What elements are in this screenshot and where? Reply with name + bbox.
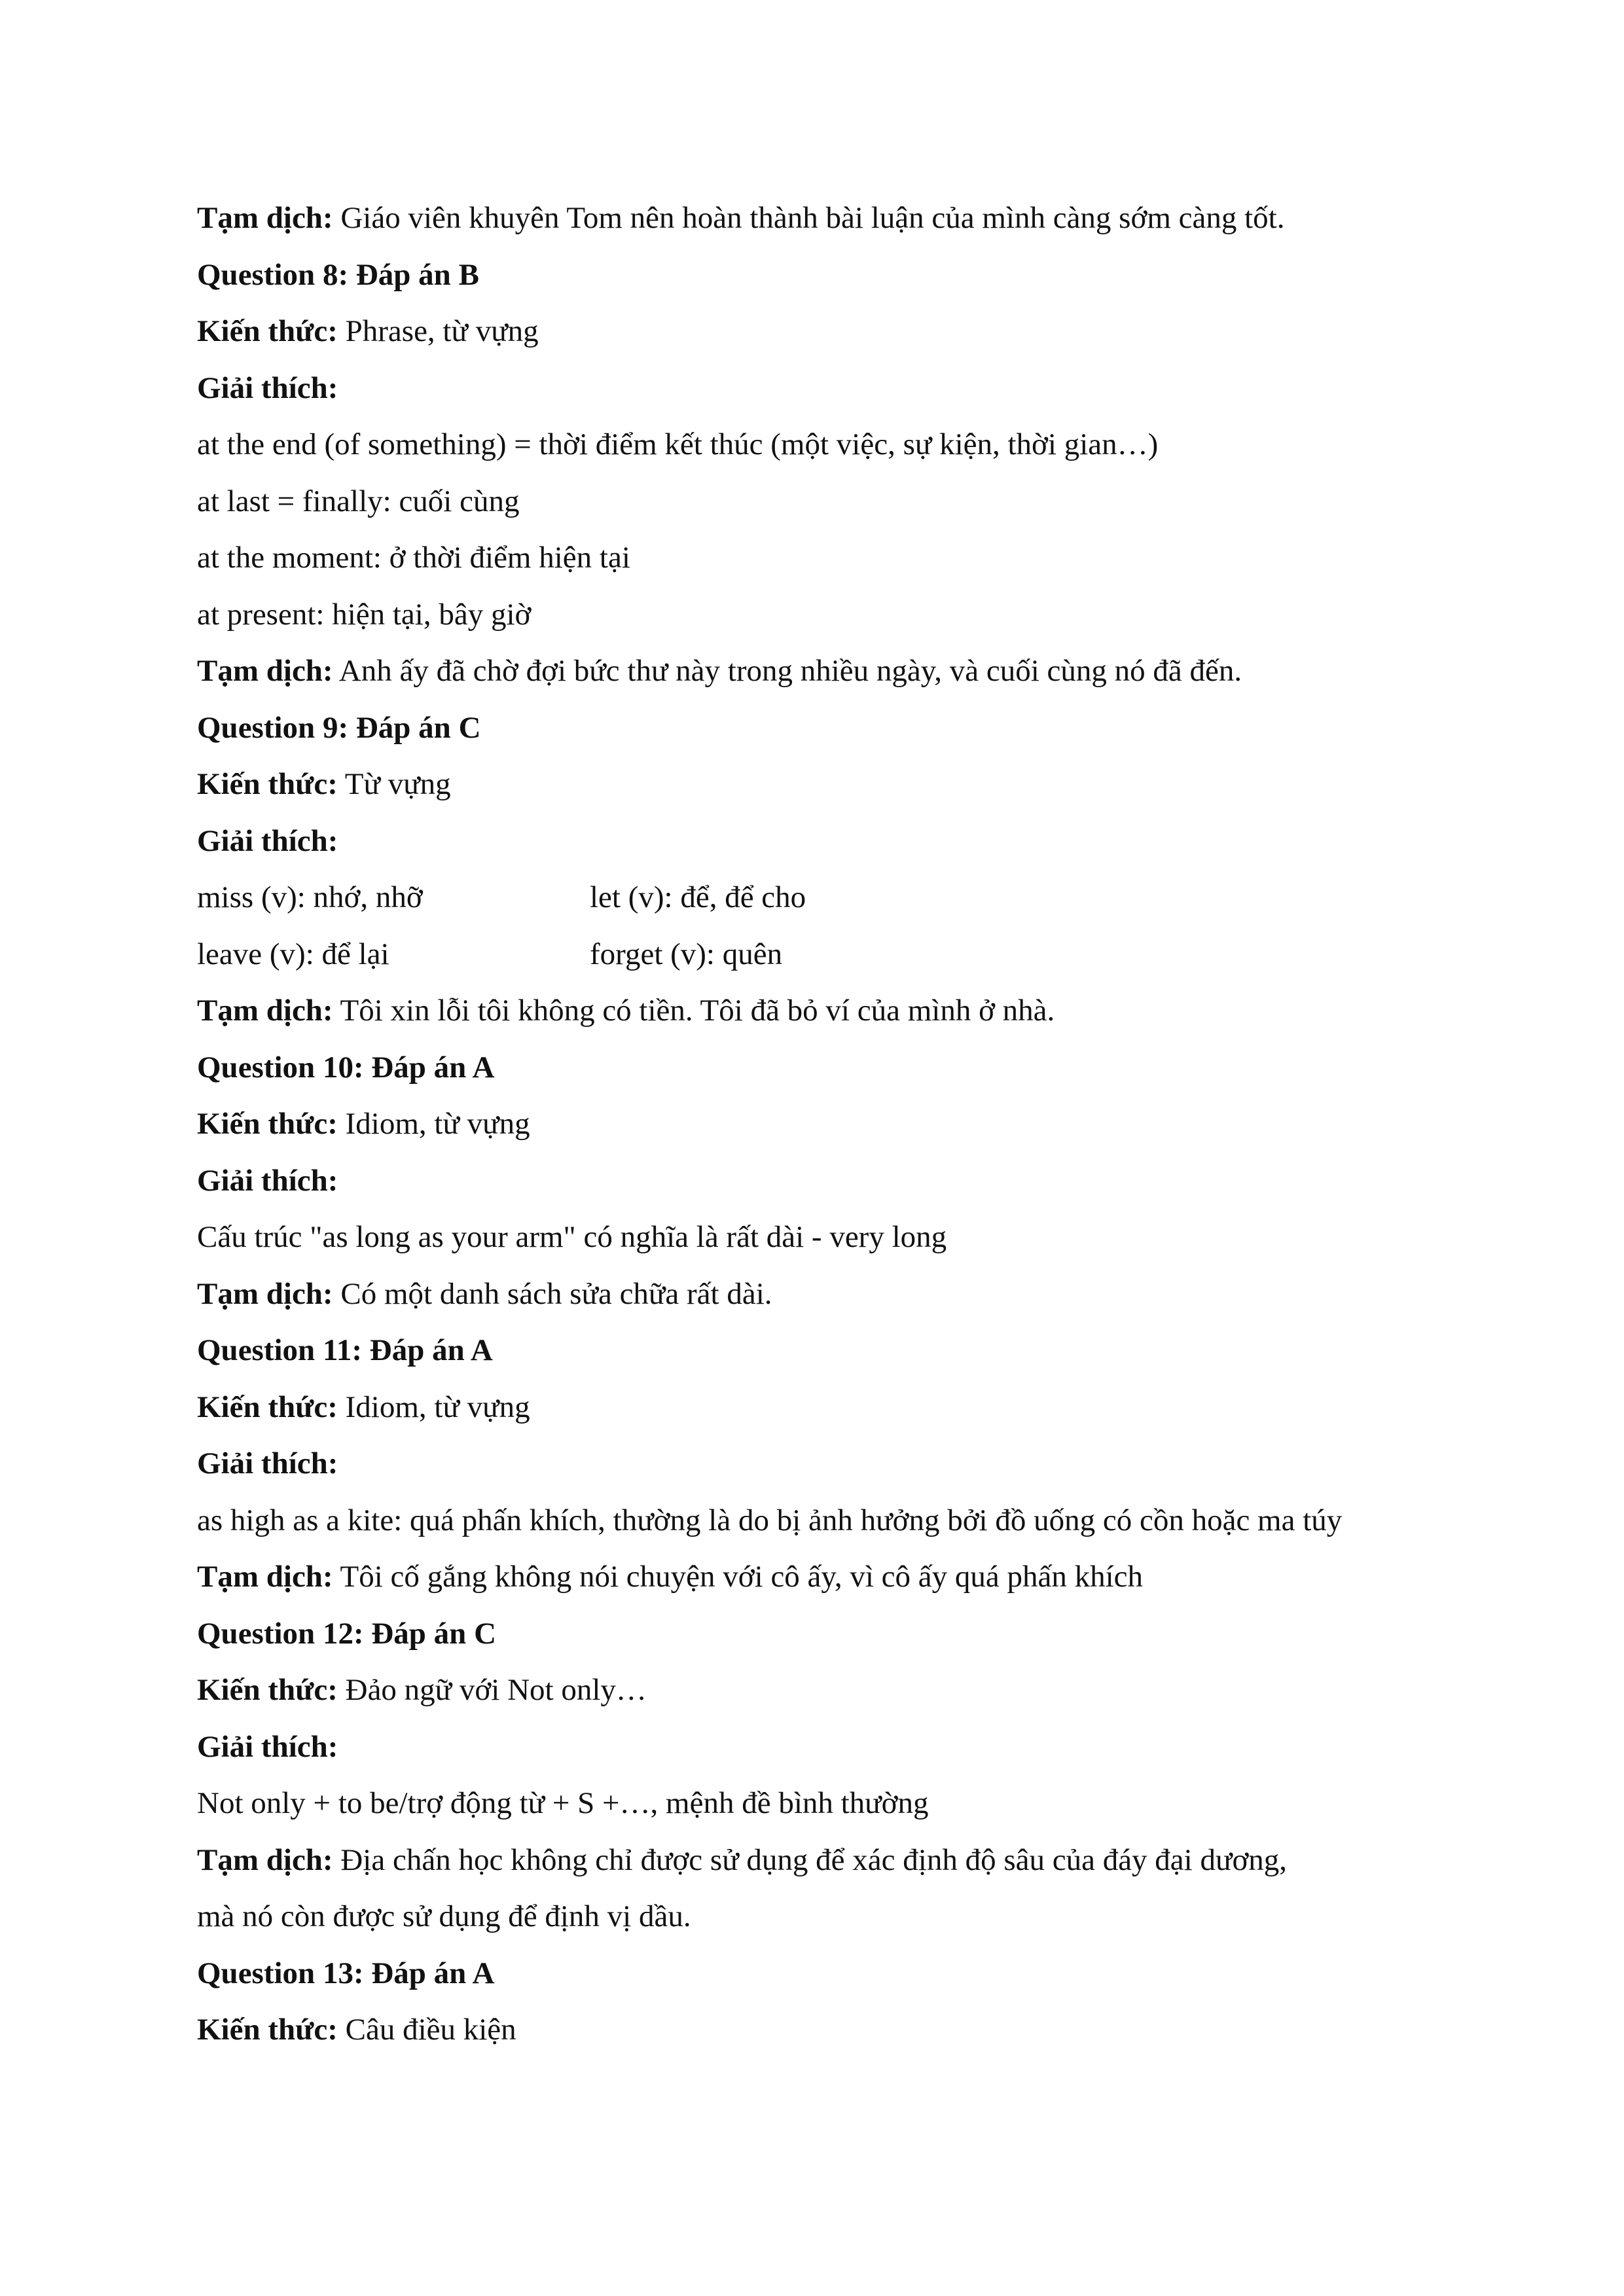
line-label: Kiến thức: <box>197 2013 338 2047</box>
line-label: Tạm dịch: <box>197 1560 333 1594</box>
text-line <box>197 1209 1473 1266</box>
text-line <box>197 1775 1473 1832</box>
text-line <box>197 1888 1473 1945</box>
line-label: Question 13: Đáp án A <box>197 1956 495 1990</box>
line-text: at the end (of something) = thời điểm kết thúc (một việc, sự kiện, thời gian…) <box>197 427 1159 461</box>
line-label: Question 9: Đáp án C <box>197 710 481 745</box>
line-text: Tôi cố gắng không nói chuyện với cô ấy, vì cô ấy quá phấn khích <box>333 1560 1144 1594</box>
line-label: Question 10: Đáp án A <box>197 1050 495 1085</box>
line-text: Địa chấn học không chỉ được sử dụng để xác định độ sâu của đáy đại dương, <box>333 1842 1288 1877</box>
line-label: Giải thích: <box>197 1446 338 1480</box>
line-text: mà nó còn được sử dụng để định vị dầu. <box>197 1899 691 1933</box>
line-label: Tạm dịch: <box>197 994 333 1028</box>
text-line <box>197 529 1473 586</box>
line-text: Phrase, từ vựng <box>337 314 539 348</box>
line-label: Kiến thức: <box>197 314 338 348</box>
line-label: Giải thích: <box>197 370 338 405</box>
line-label: Tạm dịch: <box>197 201 333 235</box>
text-line <box>197 1379 1473 1436</box>
line-text: Câu điều kiện <box>337 2013 516 2047</box>
line-label: Giải thích: <box>197 1163 338 1198</box>
question-heading <box>197 1605 1473 1662</box>
text-line <box>197 586 1473 643</box>
line-text: Idiom, từ vựng <box>337 1390 530 1424</box>
line-text: Not only + to be/trợ động từ + S +…, mệnh đề bình thường <box>197 1786 929 1820</box>
line-text: Từ vựng <box>337 767 451 801</box>
line-label: Giải thích: <box>197 823 338 858</box>
line-label: Kiến thức: <box>197 1673 338 1707</box>
question-heading <box>197 1945 1473 2002</box>
question-heading <box>197 1039 1473 1096</box>
text-line <box>197 190 1473 247</box>
line-text: Đảo ngữ với Not only… <box>337 1673 647 1707</box>
vocab-left: miss (v): nhớ, nhỡ <box>197 880 423 914</box>
line-label: Giải thích: <box>197 1729 338 1764</box>
text-line <box>197 982 1473 1039</box>
text-line <box>197 1549 1473 1605</box>
line-label: Kiến thức: <box>197 1390 338 1424</box>
text-line <box>197 1832 1473 1889</box>
line-label: Tạm dịch: <box>197 1276 333 1311</box>
line-text: at the moment: ở thời điểm hiện tại <box>197 541 630 575</box>
vocab-left: leave (v): để lại <box>197 937 389 971</box>
line-text: at present: hiện tại, bây giờ <box>197 597 532 632</box>
line-label: Question 12: Đáp án C <box>197 1616 497 1651</box>
line-label: Question 11: Đáp án A <box>197 1333 493 1367</box>
text-line <box>197 756 1473 813</box>
document-body <box>197 190 1473 2058</box>
line-label: Kiến thức: <box>197 1107 338 1141</box>
vocab-row <box>197 869 1473 926</box>
question-heading <box>197 700 1473 757</box>
text-line <box>197 360 1473 417</box>
line-text: as high as a kite: quá phấn khích, thường là do bị ảnh hưởng bởi đồ uống có cồn hoặc ma túy <box>197 1503 1343 1537</box>
line-text: at last = finally: cuối cùng <box>197 484 520 518</box>
question-heading <box>197 1322 1473 1379</box>
text-line <box>197 2001 1473 2058</box>
line-text: Tôi xin lỗi tôi không có tiền. Tôi đã bỏ ví của mình ở nhà. <box>333 994 1055 1028</box>
text-line <box>197 1266 1473 1323</box>
text-line <box>197 1096 1473 1153</box>
line-label: Question 8: Đáp án B <box>197 257 479 292</box>
text-line <box>197 1719 1473 1776</box>
line-label: Kiến thức: <box>197 767 338 801</box>
text-line <box>197 416 1473 473</box>
text-line <box>197 1153 1473 1210</box>
line-text: Anh ấy đã chờ đợi bức thư này trong nhiều ngày, và cuối cùng nó đã đến. <box>333 654 1242 688</box>
line-label: Tạm dịch: <box>197 654 333 688</box>
line-label: Tạm dịch: <box>197 1842 333 1877</box>
text-line <box>197 303 1473 360</box>
vocab-row <box>197 926 1473 983</box>
text-line <box>197 473 1473 530</box>
question-heading <box>197 247 1473 304</box>
line-text: Cấu trúc "as long as your arm" có nghĩa là rất dài - very long <box>197 1220 947 1254</box>
text-line <box>197 1492 1473 1549</box>
line-text: Có một danh sách sửa chữa rất dài. <box>333 1276 772 1311</box>
vocab-right: forget (v): quên <box>590 937 783 971</box>
text-line <box>197 813 1473 870</box>
text-line <box>197 1662 1473 1719</box>
line-text: Idiom, từ vựng <box>337 1107 530 1141</box>
line-text: Giáo viên khuyên Tom nên hoàn thành bài luận của mình càng sớm càng tốt. <box>333 201 1285 235</box>
vocab-right: let (v): để, để cho <box>590 880 806 914</box>
text-line <box>197 643 1473 700</box>
text-line <box>197 1435 1473 1492</box>
